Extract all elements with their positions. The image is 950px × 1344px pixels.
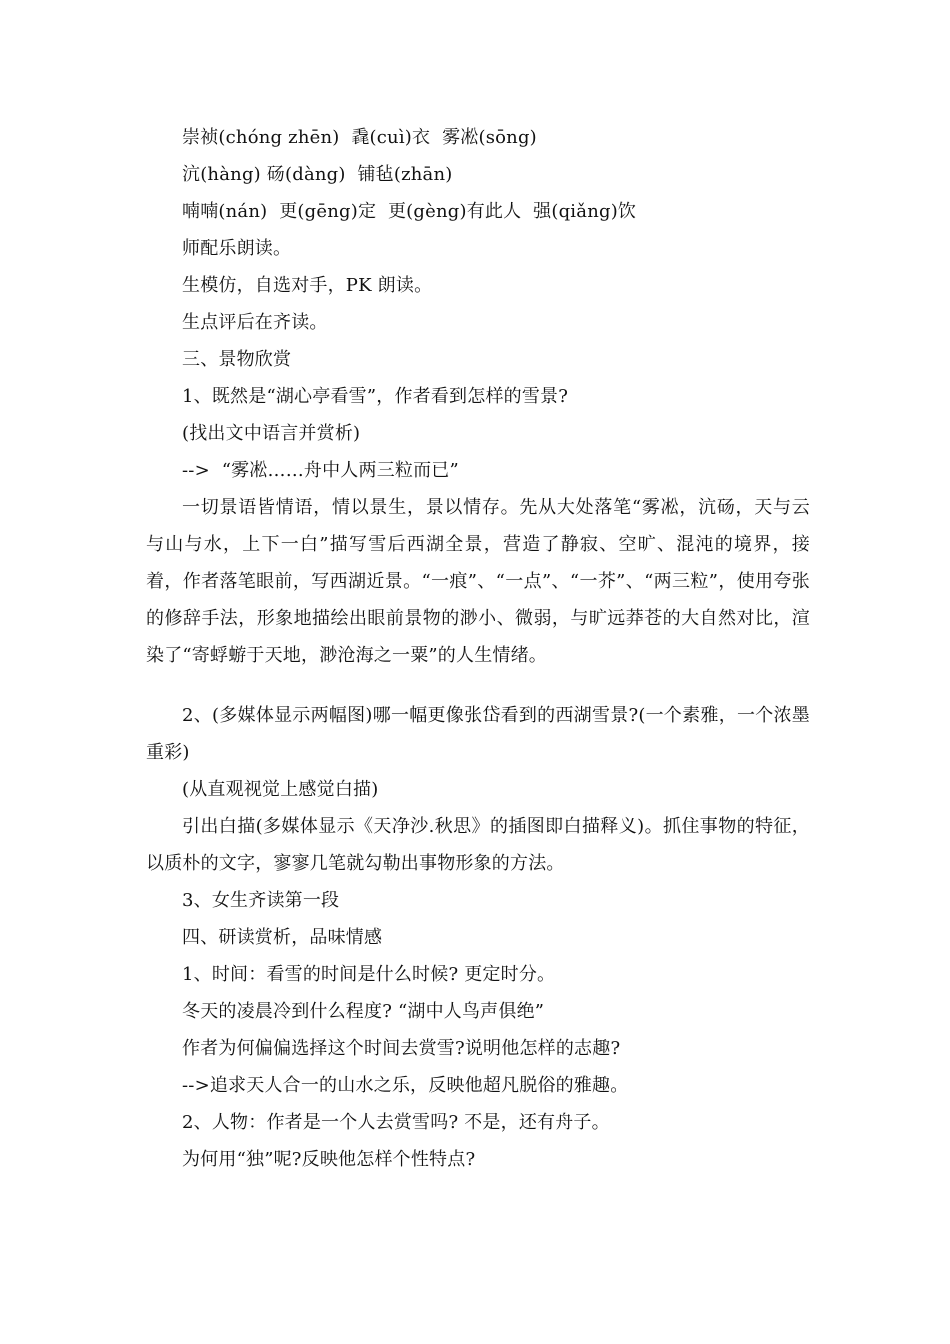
- pinyin-line-2: 沆(hàng) 砀(dàng) 铺毡(zhān): [182, 164, 453, 185]
- question-1-hint: (找出文中语言并赏析): [182, 423, 361, 444]
- question-2-paragraph: 2、(多媒体显示两幅图)哪一幅更像张岱看到的西湖雪景?(一个素雅，一个浓墨重彩): [146, 705, 810, 763]
- time-question: 1、时间：看雪的时间是什么时候? 更定时分。: [182, 964, 556, 985]
- teacher-reading-line: 师配乐朗读。: [182, 238, 292, 259]
- student-pk-line: 生模仿，自选对手，PK 朗读。: [182, 275, 433, 296]
- question-2-hint: (从直观视觉上感觉白描): [182, 779, 379, 800]
- question-1-answer: --> “雾凇……舟中人两三粒而已”: [182, 460, 459, 481]
- section-heading-scenery: 三、景物欣赏: [182, 349, 292, 370]
- scenery-analysis-paragraph: 一切景语皆情语，情以景生，景以情存。先从大处落笔“雾凇，沆砀，天与云与山与水，上下一白”描写雪后西湖全景，营造了静寂、空旷、混沌的境界，接着，作者落笔眼前，写西湖近景。“一痕”、“一点”、“一芥”、“两三粒”，使用夸张的修辞手法，形象地描绘出眼前景物的渺小、微弱，与旷远莽苍的大自然对比，渲染了“寄蜉蝣于天地，渺沧海之一粟”的人生情绪。: [146, 497, 810, 666]
- step-3-line: 3、女生齐读第一段: [182, 890, 340, 911]
- pinyin-line-3: 喃喃(nán) 更(gēng)定 更(gèng)有此人 强(qiǎng)饮: [182, 201, 637, 222]
- cold-question: 冬天的凌晨冷到什么程度? “湖中人鸟声俱绝”: [182, 1001, 545, 1022]
- document-body: [146, 119, 810, 1178]
- people-question: 2、人物：作者是一个人去赏雪吗? 不是，还有舟子。: [182, 1112, 610, 1133]
- baimiao-definition-paragraph: 引出白描(多媒体显示《天净沙.秋思》的插图即白描释义)。抓住事物的特征，以质朴的文字，寥寥几笔就勾勒出事物形象的方法。: [146, 816, 810, 874]
- question-1: 1、既然是“湖心亭看雪”，作者看到怎样的雪景?: [182, 386, 569, 407]
- pinyin-line-1: 崇祯(chóng zhēn) 毳(cuì)衣 雾凇(sōng): [182, 127, 537, 148]
- student-review-line: 生点评后在齐读。: [182, 312, 328, 333]
- section-heading-analysis: 四、研读赏析，品味情感: [182, 927, 383, 948]
- paragraph-spacer: [146, 674, 810, 697]
- interest-answer: -->追求天人合一的山水之乐，反映他超凡脱俗的雅趣。: [182, 1075, 629, 1096]
- personality-question: 为何用“独”呢?反映他怎样个性特点?: [182, 1149, 476, 1170]
- interest-question: 作者为何偏偏选择这个时间去赏雪?说明他怎样的志趣?: [182, 1038, 621, 1059]
